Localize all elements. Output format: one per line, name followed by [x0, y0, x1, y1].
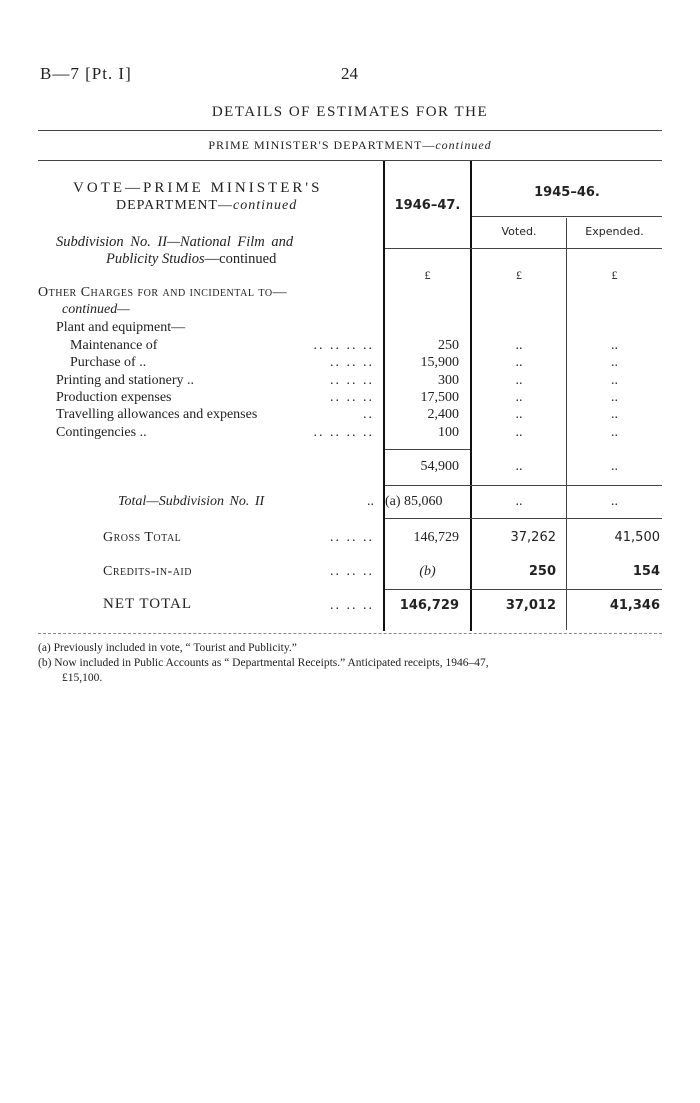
vote-title-line2-main: DEPARTMENT— — [116, 198, 233, 213]
page-title: DETAILS OF ESTIMATES FOR THE — [211, 104, 489, 120]
credits-in-aid-expended: 154 — [632, 564, 660, 579]
item-amount: 15,900 — [420, 355, 459, 370]
gross-total-expended: 41,500 — [614, 530, 660, 545]
total-subdivision-label: Total—Subdivision No. II — [118, 494, 265, 509]
subtotal-top-rule — [385, 449, 470, 450]
footnote-b: (b) Now included in Public Accounts as “ Departmental Receipts.” Anticipated receipts, 1946–47, — [38, 657, 489, 669]
item-label: Printing and stationery .. — [56, 373, 195, 388]
gross-total-label: Gross Total — [103, 530, 182, 545]
item-voted: .. — [515, 390, 523, 405]
item-label: Purchase of .. — [70, 355, 147, 370]
page-number: 24 — [341, 64, 358, 83]
gross-total-leader: .. .. .. — [330, 530, 374, 545]
subtotal-voted: .. — [515, 459, 523, 474]
total-subdivision-expended: .. — [611, 494, 618, 509]
item-expended: .. — [611, 407, 618, 422]
currency-current: £ — [424, 268, 431, 282]
total-subdivision-voted: .. — [515, 494, 523, 509]
item-voted: .. — [515, 373, 523, 388]
item-label: Travelling allowances and expenses — [56, 407, 258, 422]
year-prev-rule — [472, 216, 662, 217]
item-label: Maintenance of — [70, 338, 158, 353]
item-amount: 17,500 — [420, 390, 459, 405]
series-code: B—7 [Pt. I] — [40, 64, 132, 83]
item-leader: .. — [363, 407, 374, 422]
credits-in-aid-label: Credits-in-aid — [103, 564, 192, 579]
item-label: Production expenses — [56, 390, 172, 405]
item-leader: .. .. .. — [330, 355, 374, 370]
net-total-expended: 41,346 — [609, 598, 660, 613]
title-rule — [38, 130, 662, 131]
item-expended: .. — [611, 390, 618, 405]
credits-in-aid-voted: 250 — [528, 564, 556, 579]
subdivision-title: Subdivision No. II—National Film and — [56, 234, 294, 250]
voted-header: Voted. — [501, 225, 537, 238]
subdivision-title-line2 — [106, 251, 276, 268]
vote-title: VOTE—PRIME MINISTER'S — [73, 180, 323, 196]
item-voted: .. — [515, 407, 523, 422]
subtotal-expended: .. — [611, 459, 618, 474]
subtotal-bottom-rule — [385, 485, 662, 486]
vote-title-line2-cont: continued — [232, 198, 298, 213]
item-expended: .. — [611, 425, 618, 440]
item-leader: .. .. .. — [330, 373, 374, 388]
item-label: Plant and equipment— — [56, 320, 186, 335]
year-prev-header: 1945–46. — [534, 185, 600, 200]
item-label: Contingencies .. — [56, 425, 147, 440]
year-current-header: 1946–47. — [394, 198, 461, 213]
department-subtitle-cont: continued — [435, 138, 492, 152]
item-expended: .. — [611, 373, 618, 388]
item-amount: 300 — [438, 373, 459, 388]
table-top-rule — [38, 160, 662, 161]
item-leader: .. .. .. — [330, 390, 374, 405]
credits-in-aid-amount: (b) — [419, 564, 436, 579]
total-subdivision-leader: .. — [367, 494, 374, 509]
item-amount: 250 — [438, 338, 459, 353]
net-total-top-rule — [385, 589, 662, 590]
section-heading-cont: continued— — [62, 302, 130, 317]
item-leader: .. .. .. .. — [313, 425, 374, 440]
department-subtitle — [150, 138, 550, 153]
subtotal-amount: 54,900 — [420, 459, 459, 474]
total-subdivision-amount: (a) 85,060 — [385, 494, 443, 509]
section-heading: Other Charges for and incidental to— — [38, 285, 288, 300]
credits-in-aid-leader: .. .. .. — [330, 564, 374, 579]
net-total-leader: .. .. .. — [330, 598, 374, 613]
expended-header: Expended. — [585, 225, 644, 238]
item-voted: .. — [515, 355, 523, 370]
item-amount: 2,400 — [427, 407, 459, 422]
footnote-b-cont: £15,100. — [62, 672, 103, 684]
department-subtitle-main: PRIME MINISTER'S DEPARTMENT— — [208, 138, 436, 152]
gross-total-amount: 146,729 — [413, 530, 459, 545]
net-total-label: NET TOTAL — [103, 596, 193, 612]
currency-expended: £ — [611, 268, 618, 282]
subdivision-title-line2-it: Publicity Studios — [106, 251, 205, 267]
item-amount: 100 — [438, 425, 459, 440]
gross-total-voted: 37,262 — [510, 530, 556, 545]
currency-voted: £ — [516, 268, 522, 282]
total-subdivision-rule — [385, 518, 662, 519]
item-expended: .. — [611, 338, 618, 353]
subdivision-title-line2-rest: —continued — [204, 251, 277, 267]
net-total-voted: 37,012 — [505, 598, 556, 613]
item-leader: .. .. .. .. — [313, 338, 374, 353]
item-expended: .. — [611, 355, 618, 370]
vote-title-line2 — [116, 198, 297, 214]
item-voted: .. — [515, 425, 523, 440]
item-voted: .. — [515, 338, 523, 353]
footnote-a: (a) Previously included in vote, “ Tourist and Publicity.” — [38, 642, 297, 654]
footnote-rule — [38, 633, 662, 634]
net-total-amount: 146,729 — [399, 598, 459, 613]
header-bottom-rule — [385, 248, 662, 249]
